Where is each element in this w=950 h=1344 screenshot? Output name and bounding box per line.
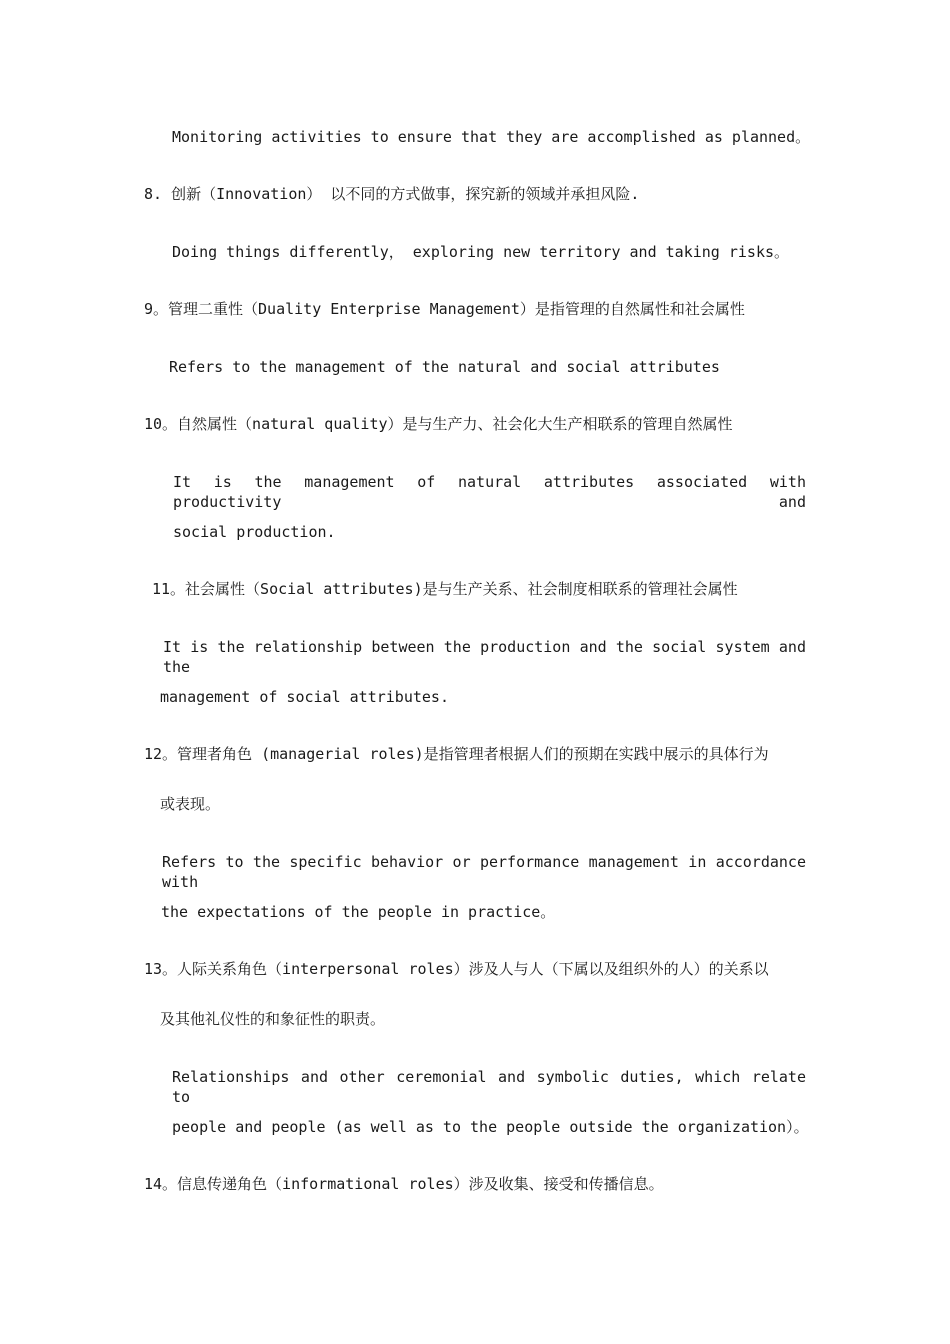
text-line: 及其他礼仪性的和象征性的职责。 bbox=[160, 1010, 386, 1028]
text-line: Refers to the management of the natural and social attributes bbox=[169, 358, 720, 376]
text-line: people and people (as well as to the people outside the organization）。 bbox=[172, 1118, 809, 1136]
term-9: 9。管理二重性（Duality Enterprise Management）是指管理的自然属性和社会属性 bbox=[144, 300, 745, 318]
text-line: Doing things differently， exploring new territory and taking risks。 bbox=[172, 243, 789, 261]
term-14: 14。信息传递角色（informational roles）涉及收集、接受和传播信息。 bbox=[144, 1175, 664, 1193]
term-12: 12。管理者角色 (managerial roles)是指管理者根据人们的预期在实践中展示的具体行为 bbox=[144, 745, 769, 763]
term-8: 8. 创新（Innovation） 以不同的方式做事，探究新的领域并承担风险. bbox=[144, 185, 640, 203]
term-10: 10。自然属性（natural quality）是与生产力、社会化大生产相联系的管理自然属性 bbox=[144, 415, 733, 433]
text-line: 或表现。 bbox=[160, 795, 221, 813]
text-line: Relationships and other ceremonial and symbolic duties, which relate to bbox=[172, 1068, 806, 1106]
text-line: social production. bbox=[173, 523, 336, 541]
term-11: 11。社会属性（Social attributes)是与生产关系、社会制度相联系的管理社会属性 bbox=[152, 580, 738, 598]
text-line: management of social attributes. bbox=[160, 688, 449, 706]
text-line: Monitoring activities to ensure that they are accomplished as planned。 bbox=[172, 128, 811, 146]
text-line: the expectations of the people in practice。 bbox=[161, 903, 556, 921]
text-line: It is the relationship between the production and the social system and the bbox=[163, 638, 806, 676]
term-13: 13。人际关系角色（interpersonal roles）涉及人与人（下属以及组织外的人）的关系以 bbox=[144, 960, 769, 978]
text-line: Refers to the specific behavior or performance management in accordance with bbox=[162, 853, 806, 891]
text-line: It is the management of natural attributes associated with productivity and bbox=[173, 473, 806, 511]
